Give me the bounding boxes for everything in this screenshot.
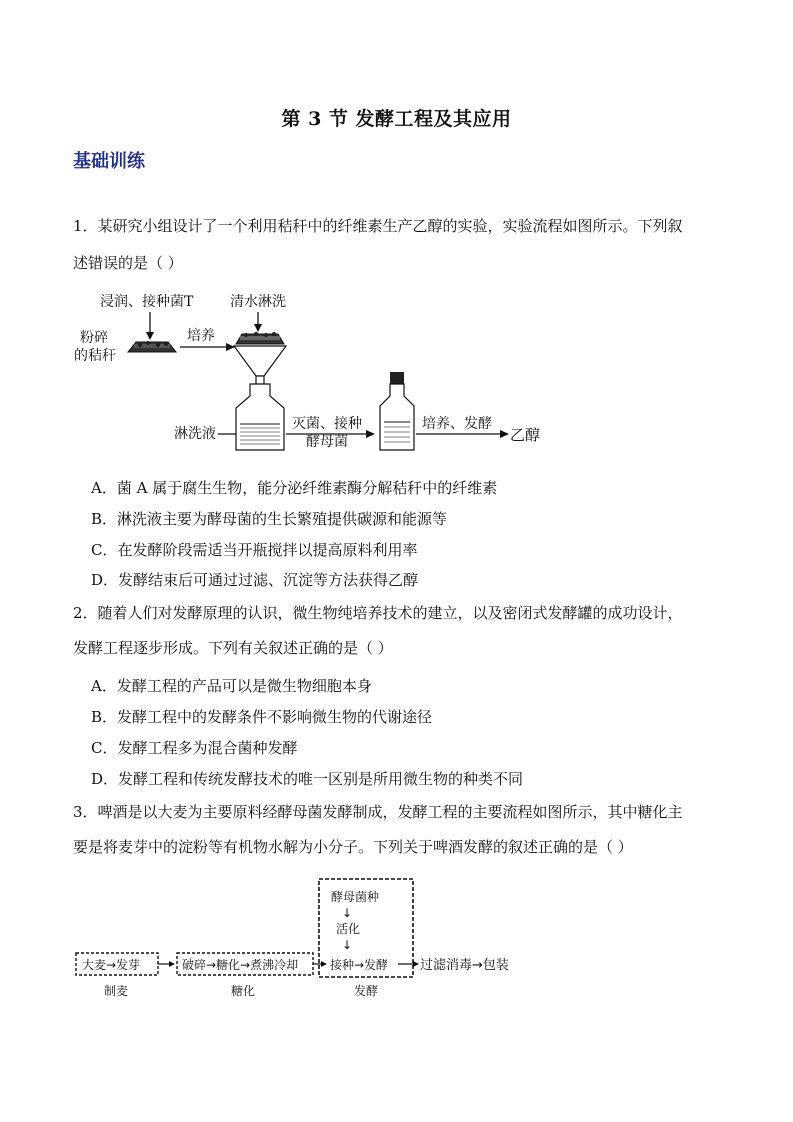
question-1-option-b[interactable]: B．淋洗液主要为酵母菌的生长繁殖提供碳源和能源等 <box>91 510 448 528</box>
question-2-option-b[interactable]: B．发酵工程中的发酵条件不影响微生物的代谢途径 <box>91 708 433 726</box>
question-3-stem-line-2: 要是将麦芽中的淀粉等有机物水解为小分子。下列关于啤酒发酵的叙述正确的是（ ） <box>73 838 633 856</box>
question-1-option-d[interactable]: D．发酵结束后可通过过滤、沉淀等方法获得乙醇 <box>91 571 419 589</box>
fermentation-bottle-icon <box>380 372 414 450</box>
label-ethanol: 乙醇 <box>510 426 541 444</box>
yeast-label: 酵母菌种 <box>331 890 380 904</box>
svg-text:↓: ↓ <box>342 938 353 952</box>
label-sterilize-1: 灭菌、接种 <box>292 416 362 432</box>
question-1-option-c[interactable]: C．在发酵阶段需适当开瓶搅拌以提高原料利用率 <box>91 541 418 559</box>
barley-label: 大麦→发芽 <box>82 958 141 972</box>
question-1-option-a[interactable]: A．菌 A 属于腐生生物，能分泌纤维素酶分解秸秆中的纤维素 <box>91 479 498 497</box>
beer-process-figure <box>74 877 524 1001</box>
leachate-bottle-icon <box>236 384 284 450</box>
funnel-icon <box>234 332 286 390</box>
after-label: 过滤消毒→包装 <box>420 958 509 973</box>
label-fermentation: 发酵 <box>354 984 379 998</box>
label-ferment: 培养、发酵 <box>422 416 492 432</box>
label-sterilize-2: 酵母菌 <box>306 434 348 450</box>
label-rinse: 清水淋洗 <box>230 294 286 310</box>
svg-text:↓: ↓ <box>342 906 353 920</box>
label-culture: 培养 <box>187 328 215 344</box>
question-2-option-d[interactable]: D．发酵工程和传统发酵技术的唯一区别是所用微生物的种类不同 <box>91 770 524 788</box>
label-saccharify: 糖化 <box>231 984 256 998</box>
activate-label: 活化 <box>336 922 361 936</box>
page-title: 第 3 节 发酵工程及其应用 <box>281 108 512 130</box>
question-1-stem-line-2: 述错误的是（ ） <box>73 254 183 272</box>
label-leachate: 淋洗液 <box>174 426 216 442</box>
ethanol-process-figure <box>70 288 550 456</box>
question-3-stem-line-1: 3．啤酒是以大麦为主要原料经酵母菌发酵制成，发酵工程的主要流程如图所示，其中糖化主 <box>73 803 683 821</box>
question-2-option-c[interactable]: C．发酵工程多为混合菌种发酵 <box>91 739 298 757</box>
saccharify-steps-label: 破碎→糖化→煮沸冷却 <box>182 958 299 972</box>
question-2-stem-line-1: 2．随着人们对发酵原理的认识，微生物纯培养技术的建立，以及密闭式发酵罐的成功设计， <box>73 604 683 622</box>
label-soak: 浸润、接种菌T <box>100 294 194 310</box>
straw-pile-icon <box>128 341 176 352</box>
inoculate-label: 接种→发酵 <box>330 958 389 972</box>
label-crushed-1: 粉碎 <box>80 330 108 346</box>
label-malting: 制麦 <box>104 984 129 998</box>
question-2-option-a[interactable]: A．发酵工程的产品可以是微生物细胞本身 <box>91 677 372 695</box>
section-heading: 基础训练 <box>73 151 145 172</box>
question-1-stem-line-1: 1．某研究小组设计了一个利用秸秆中的纤维素生产乙醇的实验，实验流程如图所示。下列叙 <box>73 217 683 235</box>
label-crushed-2: 的秸秆 <box>74 348 116 364</box>
question-2-stem-line-2: 发酵工程逐步形成。下列有关叙述正确的是（ ） <box>73 639 393 657</box>
